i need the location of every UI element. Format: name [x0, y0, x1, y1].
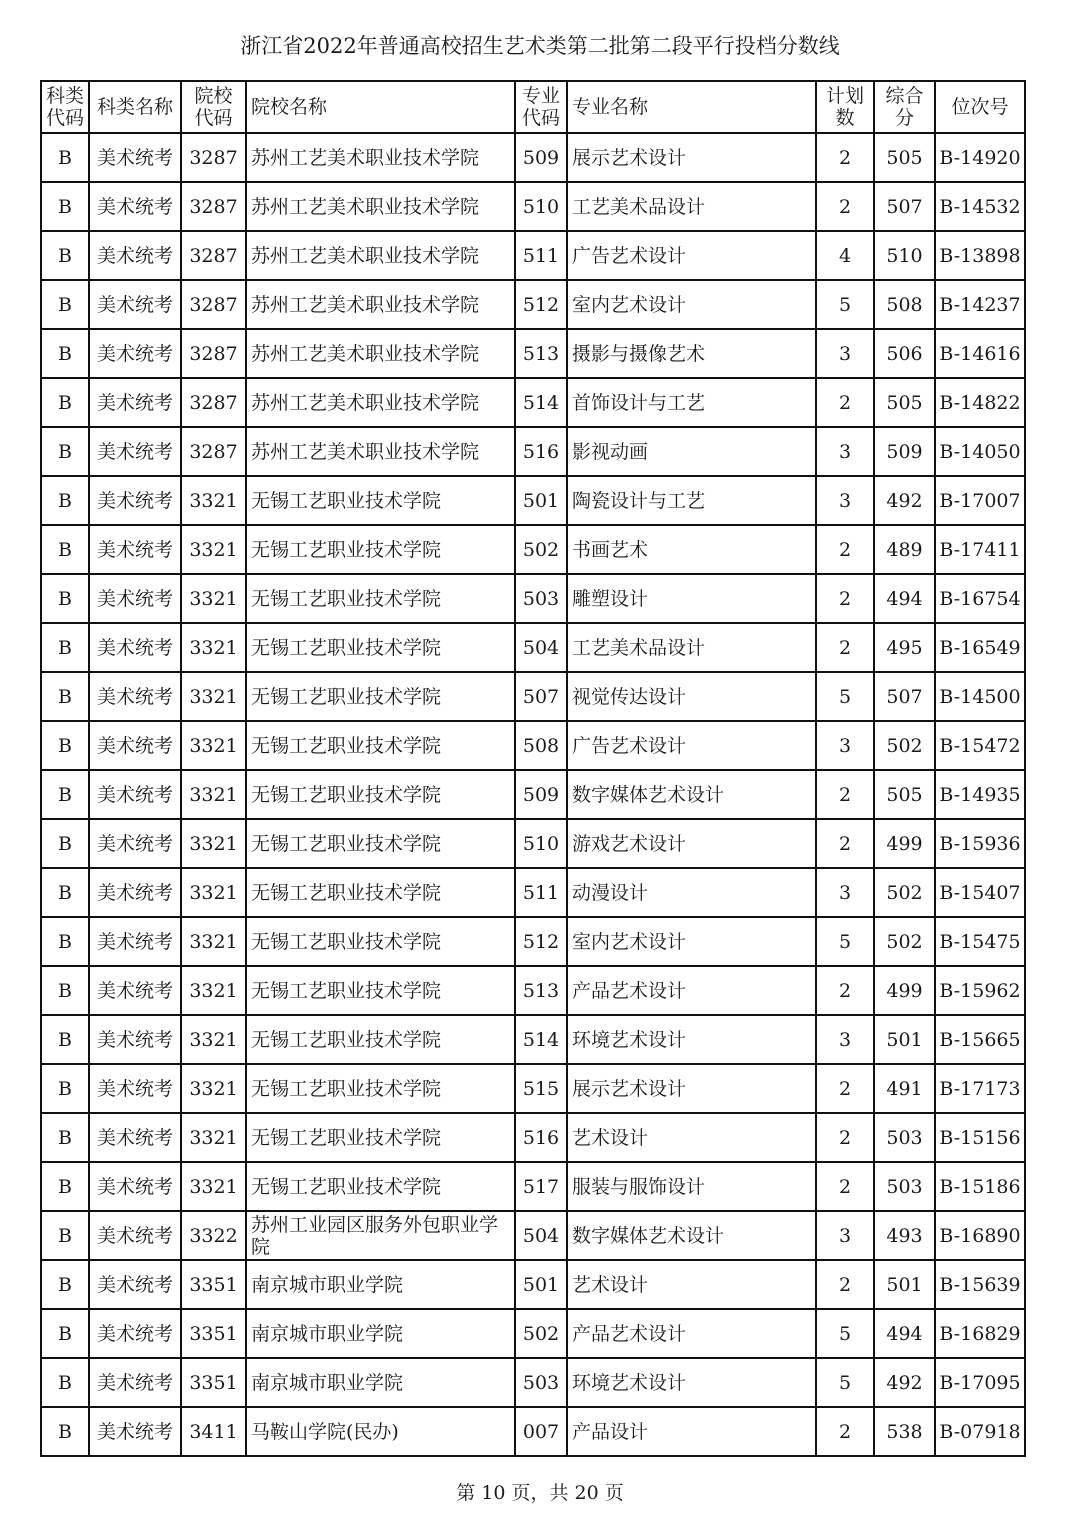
cell-school-name: 马鞍山学院(民办): [246, 1407, 515, 1456]
cell-school-code: 3287: [181, 329, 246, 378]
cell-school-name: 无锡工艺职业技术学院: [246, 1064, 515, 1113]
cell-score: 499: [874, 966, 935, 1015]
cell-rank: B-16829: [935, 1309, 1025, 1358]
cell-rank: B-16549: [935, 623, 1025, 672]
cell-school-code: 3321: [181, 1015, 246, 1064]
cell-major-code: 503: [515, 574, 567, 623]
cell-score: 493: [874, 1211, 935, 1260]
cell-rank: B-14532: [935, 182, 1025, 231]
cell-major-name: 陶瓷设计与工艺: [567, 476, 816, 525]
cell-rank: B-15639: [935, 1260, 1025, 1309]
cell-score: 494: [874, 574, 935, 623]
cell-subject-code: B: [41, 1064, 89, 1113]
cell-major-name: 环境艺术设计: [567, 1015, 816, 1064]
cell-plan: 2: [816, 819, 874, 868]
cell-subject-code: B: [41, 1260, 89, 1309]
cell-major-name: 数字媒体艺术设计: [567, 770, 816, 819]
cell-major-code: 501: [515, 1260, 567, 1309]
cell-school-code: 3351: [181, 1358, 246, 1407]
cell-subject-name: 美术统考: [89, 623, 181, 672]
cell-major-code: 503: [515, 1358, 567, 1407]
cell-plan: 2: [816, 182, 874, 231]
cell-major-code: 511: [515, 868, 567, 917]
cell-major-name: 广告艺术设计: [567, 231, 816, 280]
cell-plan: 2: [816, 574, 874, 623]
cell-plan: 2: [816, 623, 874, 672]
cell-subject-code: B: [41, 182, 89, 231]
cell-rank: B-15936: [935, 819, 1025, 868]
cell-major-name: 动漫设计: [567, 868, 816, 917]
cell-plan: 2: [816, 1113, 874, 1162]
header-rank: 位次号: [935, 81, 1025, 133]
cell-school-code: 3351: [181, 1260, 246, 1309]
cell-subject-code: B: [41, 1309, 89, 1358]
cell-school-code: 3287: [181, 280, 246, 329]
cell-rank: B-15962: [935, 966, 1025, 1015]
cell-score: 508: [874, 280, 935, 329]
cell-subject-name: 美术统考: [89, 819, 181, 868]
cell-subject-code: B: [41, 476, 89, 525]
cell-major-code: 504: [515, 1211, 567, 1260]
cell-school-name: 苏州工艺美术职业技术学院: [246, 280, 515, 329]
cell-major-code: 516: [515, 427, 567, 476]
cell-major-code: 510: [515, 182, 567, 231]
header-score: 综合分: [874, 81, 935, 133]
cell-plan: 2: [816, 525, 874, 574]
cell-rank: B-15186: [935, 1162, 1025, 1211]
cell-rank: B-14500: [935, 672, 1025, 721]
cell-plan: 3: [816, 1211, 874, 1260]
cell-school-name: 苏州工业园区服务外包职业学院: [246, 1211, 515, 1260]
cell-school-code: 3321: [181, 476, 246, 525]
table-row: [41, 1015, 1025, 1064]
cell-score: 501: [874, 1015, 935, 1064]
cell-major-name: 数字媒体艺术设计: [567, 1211, 816, 1260]
cell-score: 505: [874, 378, 935, 427]
header-plan: 计划数: [816, 81, 874, 133]
cell-plan: 4: [816, 231, 874, 280]
cell-rank: B-17007: [935, 476, 1025, 525]
page-footer: 第 10 页，共 20 页: [456, 1482, 624, 1504]
cell-rank: B-14822: [935, 378, 1025, 427]
cell-school-name: 无锡工艺职业技术学院: [246, 1113, 515, 1162]
table-row: [41, 1358, 1025, 1407]
table-row: [41, 1113, 1025, 1162]
cell-rank: B-17173: [935, 1064, 1025, 1113]
cell-subject-code: B: [41, 574, 89, 623]
cell-subject-code: B: [41, 1407, 89, 1456]
cell-plan: 2: [816, 1260, 874, 1309]
cell-subject-code: B: [41, 280, 89, 329]
cell-school-code: 3287: [181, 231, 246, 280]
table-header-row: [41, 81, 1025, 133]
cell-subject-code: B: [41, 427, 89, 476]
cell-subject-code: B: [41, 329, 89, 378]
cell-score: 495: [874, 623, 935, 672]
cell-plan: 2: [816, 1064, 874, 1113]
cell-major-name: 服装与服饰设计: [567, 1162, 816, 1211]
cell-school-code: 3287: [181, 133, 246, 182]
table-row: [41, 280, 1025, 329]
cell-plan: 2: [816, 378, 874, 427]
cell-plan: 2: [816, 1407, 874, 1456]
cell-subject-name: 美术统考: [89, 672, 181, 721]
cell-school-code: 3321: [181, 1113, 246, 1162]
cell-rank: B-15665: [935, 1015, 1025, 1064]
cell-school-code: 3321: [181, 966, 246, 1015]
table-row: [41, 378, 1025, 427]
cell-school-code: 3321: [181, 672, 246, 721]
cell-school-name: 无锡工艺职业技术学院: [246, 476, 515, 525]
cell-school-name: 苏州工艺美术职业技术学院: [246, 182, 515, 231]
cell-score: 502: [874, 721, 935, 770]
cell-major-code: 510: [515, 819, 567, 868]
cell-major-name: 广告艺术设计: [567, 721, 816, 770]
cell-plan: 3: [816, 721, 874, 770]
cell-major-name: 雕塑设计: [567, 574, 816, 623]
cell-rank: B-15475: [935, 917, 1025, 966]
cell-rank: B-13898: [935, 231, 1025, 280]
cell-subject-name: 美术统考: [89, 1260, 181, 1309]
cell-school-name: 无锡工艺职业技术学院: [246, 623, 515, 672]
cell-score: 492: [874, 1358, 935, 1407]
cell-major-code: 517: [515, 1162, 567, 1211]
cell-subject-name: 美术统考: [89, 525, 181, 574]
cell-rank: B-17411: [935, 525, 1025, 574]
cell-score: 509: [874, 427, 935, 476]
cell-subject-code: B: [41, 917, 89, 966]
cell-major-code: 502: [515, 525, 567, 574]
cell-major-code: 509: [515, 133, 567, 182]
cell-major-name: 影视动画: [567, 427, 816, 476]
header-subject-code: 科类代码: [41, 81, 89, 133]
cell-plan: 5: [816, 1309, 874, 1358]
cell-major-code: 513: [515, 329, 567, 378]
table-body: [41, 133, 1025, 1456]
cell-major-code: 512: [515, 917, 567, 966]
cell-plan: 5: [816, 917, 874, 966]
cell-score: 503: [874, 1113, 935, 1162]
cell-major-name: 展示艺术设计: [567, 1064, 816, 1113]
cell-rank: B-14237: [935, 280, 1025, 329]
cell-major-name: 展示艺术设计: [567, 133, 816, 182]
cell-school-name: 无锡工艺职业技术学院: [246, 917, 515, 966]
cell-school-code: 3321: [181, 819, 246, 868]
cell-school-code: 3287: [181, 182, 246, 231]
cell-school-code: 3321: [181, 917, 246, 966]
cell-major-code: 515: [515, 1064, 567, 1113]
cell-plan: 2: [816, 966, 874, 1015]
cell-subject-code: B: [41, 525, 89, 574]
cell-major-name: 艺术设计: [567, 1260, 816, 1309]
cell-major-code: 508: [515, 721, 567, 770]
cell-major-code: 516: [515, 1113, 567, 1162]
cell-school-name: 南京城市职业学院: [246, 1358, 515, 1407]
cell-major-code: 504: [515, 623, 567, 672]
cell-school-name: 无锡工艺职业技术学院: [246, 672, 515, 721]
cell-score: 507: [874, 182, 935, 231]
cell-school-name: 苏州工艺美术职业技术学院: [246, 329, 515, 378]
cell-score: 501: [874, 1260, 935, 1309]
cell-school-name: 无锡工艺职业技术学院: [246, 966, 515, 1015]
table-row: [41, 1064, 1025, 1113]
cell-subject-code: B: [41, 133, 89, 182]
cell-major-code: 509: [515, 770, 567, 819]
cell-school-name: 无锡工艺职业技术学院: [246, 574, 515, 623]
cell-major-name: 产品设计: [567, 1407, 816, 1456]
cell-subject-name: 美术统考: [89, 329, 181, 378]
cell-subject-name: 美术统考: [89, 378, 181, 427]
cell-subject-code: B: [41, 1015, 89, 1064]
header-major-name: 专业名称: [567, 81, 816, 133]
cell-school-name: 无锡工艺职业技术学院: [246, 525, 515, 574]
table-row: [41, 868, 1025, 917]
cell-major-name: 室内艺术设计: [567, 917, 816, 966]
cell-rank: B-14935: [935, 770, 1025, 819]
cell-school-code: 3321: [181, 868, 246, 917]
cell-school-name: 苏州工艺美术职业技术学院: [246, 231, 515, 280]
cell-subject-code: B: [41, 770, 89, 819]
cell-major-name: 室内艺术设计: [567, 280, 816, 329]
cell-subject-name: 美术统考: [89, 1407, 181, 1456]
cell-major-code: 514: [515, 1015, 567, 1064]
cell-plan: 3: [816, 1015, 874, 1064]
cell-subject-name: 美术统考: [89, 231, 181, 280]
cell-major-code: 513: [515, 966, 567, 1015]
cell-score: 502: [874, 917, 935, 966]
cell-plan: 3: [816, 329, 874, 378]
cell-school-name: 南京城市职业学院: [246, 1260, 515, 1309]
cell-rank: B-15407: [935, 868, 1025, 917]
cell-major-name: 游戏艺术设计: [567, 819, 816, 868]
cell-major-name: 产品艺术设计: [567, 966, 816, 1015]
cell-rank: B-16754: [935, 574, 1025, 623]
cell-subject-name: 美术统考: [89, 427, 181, 476]
cell-score: 502: [874, 868, 935, 917]
table-row: [41, 721, 1025, 770]
header-major-code: 专业代码: [515, 81, 567, 133]
cell-school-code: 3321: [181, 1162, 246, 1211]
cell-score: 503: [874, 1162, 935, 1211]
cell-school-name: 无锡工艺职业技术学院: [246, 819, 515, 868]
cell-subject-code: B: [41, 1358, 89, 1407]
table-row: [41, 1407, 1025, 1456]
table-row: [41, 917, 1025, 966]
cell-plan: 5: [816, 280, 874, 329]
cell-rank: B-15156: [935, 1113, 1025, 1162]
cell-score: 492: [874, 476, 935, 525]
table-row: [41, 525, 1025, 574]
cell-school-name: 无锡工艺职业技术学院: [246, 721, 515, 770]
cell-subject-code: B: [41, 721, 89, 770]
cell-subject-code: B: [41, 623, 89, 672]
cell-plan: 2: [816, 1162, 874, 1211]
cell-subject-code: B: [41, 1113, 89, 1162]
cell-score: 506: [874, 329, 935, 378]
cell-rank: B-14050: [935, 427, 1025, 476]
cell-school-name: 无锡工艺职业技术学院: [246, 770, 515, 819]
cell-subject-code: B: [41, 1211, 89, 1260]
cell-major-name: 首饰设计与工艺: [567, 378, 816, 427]
cell-major-code: 507: [515, 672, 567, 721]
cell-major-code: 514: [515, 378, 567, 427]
cell-subject-name: 美术统考: [89, 770, 181, 819]
table-row: [41, 966, 1025, 1015]
cell-subject-name: 美术统考: [89, 868, 181, 917]
cell-rank: B-14616: [935, 329, 1025, 378]
cell-subject-name: 美术统考: [89, 574, 181, 623]
cell-subject-name: 美术统考: [89, 721, 181, 770]
header-subject-name: 科类名称: [89, 81, 181, 133]
cell-score: 491: [874, 1064, 935, 1113]
table-row: [41, 672, 1025, 721]
table-row: [41, 623, 1025, 672]
cell-major-code: 007: [515, 1407, 567, 1456]
cell-major-name: 工艺美术品设计: [567, 182, 816, 231]
cell-subject-code: B: [41, 966, 89, 1015]
cell-school-code: 3411: [181, 1407, 246, 1456]
cell-subject-name: 美术统考: [89, 1358, 181, 1407]
cell-score: 499: [874, 819, 935, 868]
cell-school-name: 无锡工艺职业技术学院: [246, 1162, 515, 1211]
cell-school-name: 无锡工艺职业技术学院: [246, 1015, 515, 1064]
cell-subject-name: 美术统考: [89, 1015, 181, 1064]
cell-subject-code: B: [41, 231, 89, 280]
cell-rank: B-15472: [935, 721, 1025, 770]
cell-plan: 3: [816, 476, 874, 525]
table-row: [41, 770, 1025, 819]
cell-school-name: 南京城市职业学院: [246, 1309, 515, 1358]
cell-plan: 3: [816, 868, 874, 917]
cell-major-code: 501: [515, 476, 567, 525]
cell-major-code: 502: [515, 1309, 567, 1358]
cell-subject-name: 美术统考: [89, 1113, 181, 1162]
cell-subject-code: B: [41, 868, 89, 917]
cell-score: 510: [874, 231, 935, 280]
cell-major-name: 环境艺术设计: [567, 1358, 816, 1407]
cell-school-code: 3351: [181, 1309, 246, 1358]
cell-subject-name: 美术统考: [89, 1162, 181, 1211]
cell-school-code: 3321: [181, 525, 246, 574]
cell-school-name: 苏州工艺美术职业技术学院: [246, 133, 515, 182]
cell-plan: 5: [816, 672, 874, 721]
cell-major-code: 512: [515, 280, 567, 329]
cell-score: 489: [874, 525, 935, 574]
cell-score: 538: [874, 1407, 935, 1456]
cell-rank: B-16890: [935, 1211, 1025, 1260]
cell-score: 505: [874, 770, 935, 819]
cell-school-code: 3287: [181, 427, 246, 476]
cell-subject-name: 美术统考: [89, 280, 181, 329]
cell-major-name: 视觉传达设计: [567, 672, 816, 721]
table-row: [41, 1211, 1025, 1260]
table-row: [41, 476, 1025, 525]
cell-school-code: 3321: [181, 574, 246, 623]
cell-major-name: 书画艺术: [567, 525, 816, 574]
document-title: 浙江省2022年普通高校招生艺术类第二批第二段平行投档分数线: [240, 34, 840, 58]
cell-school-code: 3321: [181, 721, 246, 770]
header-school-name: 院校名称: [246, 81, 515, 133]
cell-subject-code: B: [41, 819, 89, 868]
cell-school-code: 3321: [181, 770, 246, 819]
cell-subject-name: 美术统考: [89, 1309, 181, 1358]
cell-plan: 2: [816, 133, 874, 182]
table-row: [41, 329, 1025, 378]
table-row: [41, 1260, 1025, 1309]
table-row: [41, 427, 1025, 476]
cell-subject-name: 美术统考: [89, 182, 181, 231]
table-row: [41, 1162, 1025, 1211]
cell-rank: B-17095: [935, 1358, 1025, 1407]
table-row: [41, 231, 1025, 280]
cell-school-code: 3321: [181, 1064, 246, 1113]
cell-subject-code: B: [41, 672, 89, 721]
cell-plan: 5: [816, 1358, 874, 1407]
table-row: [41, 1309, 1025, 1358]
cell-subject-name: 美术统考: [89, 1064, 181, 1113]
cell-school-name: 苏州工艺美术职业技术学院: [246, 378, 515, 427]
cell-major-name: 摄影与摄像艺术: [567, 329, 816, 378]
cell-subject-name: 美术统考: [89, 133, 181, 182]
cell-school-code: 3287: [181, 378, 246, 427]
table-row: [41, 182, 1025, 231]
cell-major-name: 艺术设计: [567, 1113, 816, 1162]
cell-major-name: 产品艺术设计: [567, 1309, 816, 1358]
cell-subject-name: 美术统考: [89, 476, 181, 525]
table-row: [41, 819, 1025, 868]
cell-major-name: 工艺美术品设计: [567, 623, 816, 672]
header-school-code: 院校代码: [181, 81, 246, 133]
cell-school-code: 3322: [181, 1211, 246, 1260]
cell-rank: B-14920: [935, 133, 1025, 182]
table-row: [41, 133, 1025, 182]
cell-plan: 3: [816, 427, 874, 476]
cell-school-code: 3321: [181, 623, 246, 672]
cell-plan: 2: [816, 770, 874, 819]
cell-school-name: 无锡工艺职业技术学院: [246, 868, 515, 917]
cell-subject-code: B: [41, 1162, 89, 1211]
cell-subject-code: B: [41, 378, 89, 427]
admission-score-table: [40, 80, 1026, 1457]
cell-score: 494: [874, 1309, 935, 1358]
cell-major-code: 511: [515, 231, 567, 280]
table-row: [41, 574, 1025, 623]
cell-subject-name: 美术统考: [89, 1211, 181, 1260]
cell-subject-name: 美术统考: [89, 966, 181, 1015]
cell-rank: B-07918: [935, 1407, 1025, 1456]
cell-school-name: 苏州工艺美术职业技术学院: [246, 427, 515, 476]
cell-score: 505: [874, 133, 935, 182]
cell-subject-name: 美术统考: [89, 917, 181, 966]
cell-score: 507: [874, 672, 935, 721]
